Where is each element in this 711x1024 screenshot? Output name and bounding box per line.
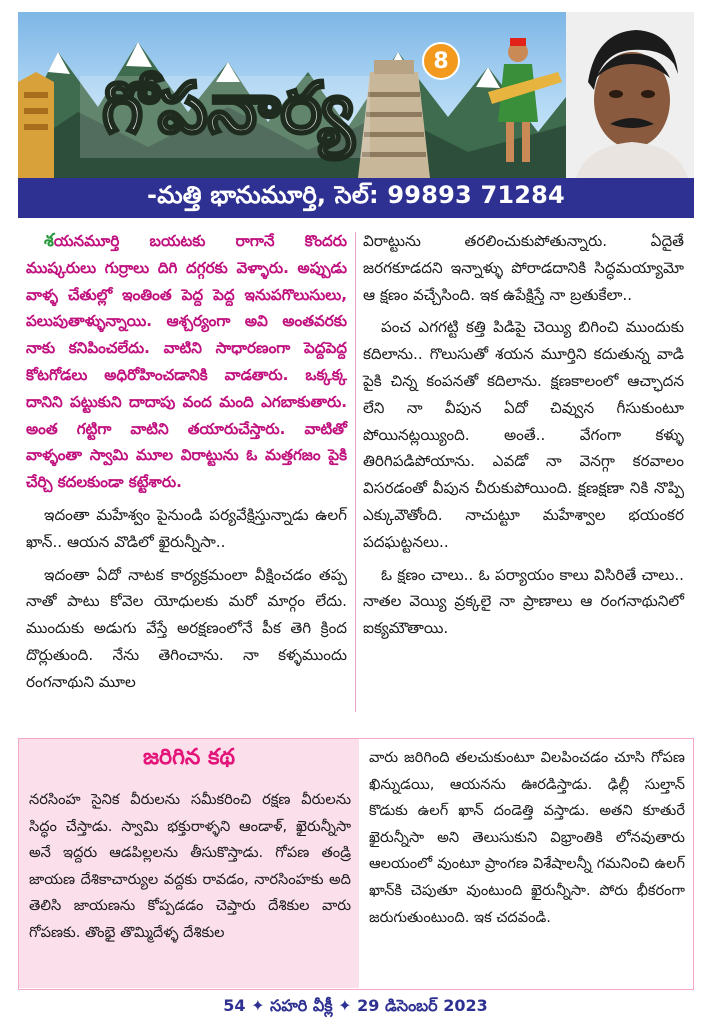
column-divider [355, 232, 356, 712]
series-title: గోపనార్య [102, 66, 354, 149]
author-photo [566, 12, 694, 178]
separator-icon: ✦ [251, 996, 265, 1015]
separator-icon: ✦ [338, 996, 352, 1015]
story-paragraph: నరసింహ సైనిక వీరులను సమీకరించి రక్షణ వీరులను సిద్ధం చేస్తాడు. స్వామి భక్తురాళ్ళని ఆండాళ్, ఖైరున్నీసా అనే ఇద్దరు ఆడపిల్లలను తీసుకొస్తాడు. గోపణ తండ్రి జాయణ దేశికాచార్యుల వద్దకు రావడం, నారసింహకు అది తెలిసి జాయణను కోప్పడడం చెప్తారు దేశికుల వారు గోపణకు. తొంభై తొమ్మిదేళ్ళ దేశికుల [29, 791, 351, 941]
article-column-left [26, 228, 347, 702]
article-paragraph: ఇదంతా ఏదో నాటక కార్యక్రమంలా వీక్షించడం తప్ప నాతో పాటు కోవెల యోధులకు మరో మార్గం లేదు. ముందుకు అడుగు వేస్తే అరక్షణంలోనే పీక తెగి క్రింద దొర్లుతుంది. నేను తెగించాను. నా కళ్ళముందు రంగనాథుని మూల [26, 565, 347, 691]
article-paragraph: ఇదంతా మహేశ్వం పైనుండి పర్యవేక్షిస్తున్నాడు ఉలగ్ ఖాన్.. ఆయన వొడిలో ఖైరున్నీసా.. [26, 505, 347, 551]
issue-date: 29 డిసెంబర్ 2023 [357, 996, 488, 1015]
article-intro [26, 228, 347, 496]
intro-text: యనమూర్తి బయటకు రాగానే కొందరు ముష్కరులు గుర్రాలు దిగి దగ్గరకు వెళ్ళారు. అప్పుడు వాళ్ళ చేతుల్లో ఇంతింత పెద్ద పెద్ద ఇనుపగొలుసులు, పలుపుతాళ్ళున్నాయి. ఆశ్చర్యంగా అవి అంతవరకు నాకు కనిపించలేదు. వాటిని సాధారణంగా పెద్దపెద్ద కోటగోడలు అధిరోహించడానికి వాడతారు. ఒక్కక్క దానిని పట్టుకుని దాదాపు వంద మంది ఎగబాకుతారు. అంత గట్టిగా వాటిని తయారుచేస్తారు. వాటితో వాళ్ళంతా స్వామి మూల విరాట్టును ఓ మత్తగజం పైకి చేర్చి కదలకుండా కట్టేశారు. [26, 232, 347, 492]
story-paragraph: వారు జరిగింది తలచుకుంటూ విలపించడం చూసి గోపణ ఖిన్నుడయి, ఆయనను ఊరడిస్తాడు. ఢిల్లీ సుల్తాన్ కొడుకు ఉలగ్ ఖాన్ దండెత్తి వస్తాడు. అతని కూతురే ఖైరున్నీసా అని తెలుసుకుని విభ్రాంతికి లోనవుతారు ఆలయంలో వుంటూ ప్రాంగణ విశేషాలన్నీ గమనించి ఉలగ్ ఖాన్‌కి చెపుతూ వుంటుంది ఖైరున్నీసా. పోరు భీకరంగా జరుగుతుంటుంది. ఇక చదవండి. [369, 749, 685, 926]
issue-number-badge: 8 [422, 42, 460, 80]
article-column-right [363, 228, 684, 648]
magazine-name: సహరి వీక్లీ [270, 996, 333, 1015]
article-paragraph: విరాట్టును తరలించుకుపోతున్నారు. ఏదైతే జరగకూడదని ఇన్నాళ్ళు పోరాడదానికి సిద్ధమయ్యామో ఆ క్షణం వచ్చేసింది. ఇక ఉపేక్షిస్తే నా బ్రతుకేలా.. [363, 232, 684, 304]
author-line: -మత్తి భానుమూర్తి, సెల్: 99893 71284 [18, 178, 694, 218]
article-paragraph: ఓ క్షణం చాలు.. ఓ పర్యాయం కాలు విసిరితే చాలు.. నాతల వెయ్యి వ్రక్కలై నా ప్రాణాలు ఆ రంగనాథునిలో ఐక్యమౌతాయి. [363, 565, 684, 638]
dropcap: శ [44, 230, 54, 251]
page-number: 54 [223, 996, 246, 1015]
story-title: జరిగిన కథ [142, 745, 236, 770]
story-text-right [369, 745, 685, 931]
story-so-far-box [18, 738, 694, 990]
article-paragraph: పంచ ఎగగట్టి కత్తి పిడిపై చెయ్యి బిగించి ముందుకు కదిలాను.. గొలుసుతో శయన మూర్తిని కదుతున్న వాడి పైకి చిన్న కంపనతో కదిలాను. క్షణకాలంలో ఆచ్ఛాదన లేని నా వీపున ఏదో చివ్వున గీసుకుంటూ పోయినట్లయ్యింది. అంతే.. వేగంగా కళ్ళు తిరిగిపడిపోయాను. ఎవడో నా వెనగ్గా కరవాలం విసరడంతో వీపున చీరుకుపోయింది. క్షణక్షణా నికి నొప్పి ఎక్కువౌతోంది. నాచుట్టూ మహేశ్వాల భయంకర పదఘట్టనలు.. [363, 318, 684, 551]
page-footer [0, 996, 711, 1019]
story-text-left [29, 787, 351, 947]
